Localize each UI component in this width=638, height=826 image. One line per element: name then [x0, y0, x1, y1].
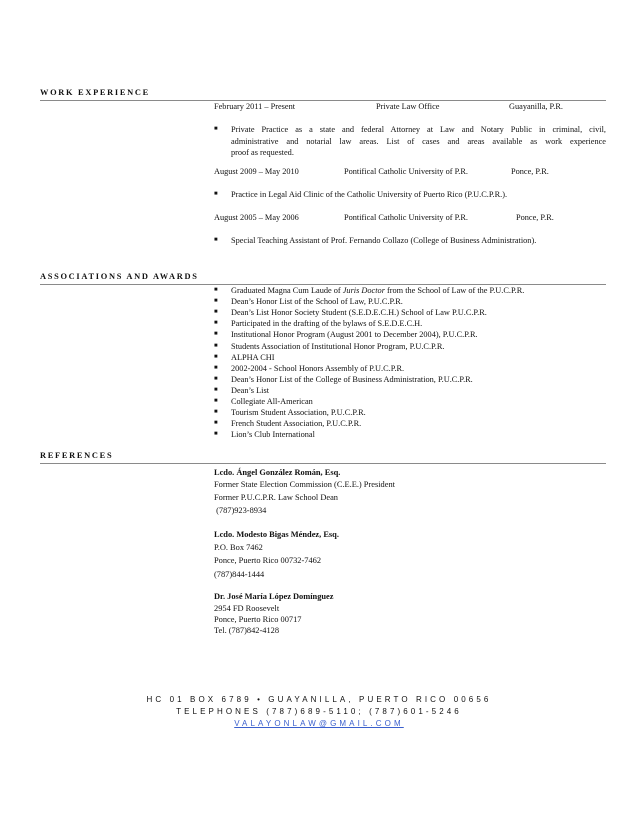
- job-employer: Private Law Office: [376, 102, 440, 111]
- reference-line: P.O. Box 7462: [214, 543, 263, 552]
- reference-name: Dr. José María López Domínguez: [214, 592, 334, 601]
- reference-phone: (787)844-1444: [214, 570, 265, 579]
- award-item: Tourism Student Association, P.U.C.P.R.: [231, 408, 366, 418]
- reference-line: Former P.U.C.P.R. Law School Dean: [214, 493, 338, 502]
- reference-line: Former State Election Commission (C.E.E.) President: [214, 480, 395, 489]
- job-description-line: administrative and notarial law areas. List of cases and areas available as work experience: [231, 137, 606, 146]
- job-employer: Pontifical Catholic University of P.R.: [344, 213, 468, 222]
- job-location: Ponce, P.R.: [511, 167, 549, 176]
- footer-address: HC 01 BOX 6789 • GUAYANILLA, PUERTO RICO 00656: [146, 695, 492, 704]
- award-item: Students Association of Institutional Honor Program, P.U.C.P.R.: [231, 341, 445, 351]
- job-employer: Pontifical Catholic University of P.R.: [344, 167, 468, 176]
- award-item: 2002-2004 - School Honors Assembly of P.U.C.P.R.: [231, 363, 405, 373]
- award-item: ALPHA CHI: [231, 352, 275, 362]
- job-location: Guayanilla, P.R.: [509, 102, 563, 111]
- bullet-icon: ■: [214, 126, 218, 132]
- bullet-icon: ■: [214, 409, 218, 416]
- bullet-icon: ■: [214, 331, 218, 338]
- section-rule: [40, 463, 606, 464]
- job-description-line: proof as requested.: [231, 148, 294, 157]
- award-item: Participated in the drafting of the bylaws of S.E.D.E.C.H.: [231, 319, 423, 329]
- job-description-line: Private Practice as a state and federal Attorney at Law and Notary Public in criminal, civil,: [231, 125, 606, 134]
- award-item: Dean’s Honor List of the College of Business Administration, P.U.C.P.R.: [231, 374, 473, 384]
- reference-line: 2954 FD Roosevelt: [214, 604, 280, 613]
- bullet-icon: ■: [214, 237, 218, 243]
- job-location: Ponce, P.R.: [516, 213, 554, 222]
- award-item: Collegiate All-American: [231, 397, 313, 406]
- reference-line: Ponce, Puerto Rico 00717: [214, 615, 302, 624]
- job-dates: August 2005 – May 2006: [214, 213, 299, 222]
- job-dates: August 2009 – May 2010: [214, 167, 299, 176]
- reference-name: Lcdo. Ángel González Román, Esq.: [214, 468, 341, 477]
- bullet-icon: ■: [214, 386, 218, 393]
- bullet-icon: ■: [214, 398, 218, 404]
- job-description-line: Practice in Legal Aid Clinic of the Catholic University of Puerto Rico (P.U.C.P.R.).: [231, 190, 508, 199]
- job-description-line: Special Teaching Assistant of Prof. Fernando Collazo (College of Business Administration).: [231, 236, 537, 245]
- bullet-icon: ■: [214, 431, 218, 438]
- bullet-icon: ■: [214, 420, 218, 427]
- reference-phone: Tel. (787)842-4128: [214, 626, 280, 635]
- section-title-associations: ASSOCIATIONS AND AWARDS: [40, 272, 199, 281]
- reference-phone: (787)923-8934: [214, 506, 267, 515]
- reference-name: Lcdo. Modesto Bigas Méndez, Esq.: [214, 530, 339, 539]
- award-item: Dean’s List Honor Society Student (S.E.D.E.C.H.) School of Law P.U.C.P.R.: [231, 308, 487, 318]
- job-dates: February 2011 – Present: [214, 102, 296, 111]
- bullet-icon: ■: [214, 320, 218, 327]
- award-item: Dean’s Honor List of the School of Law, P.U.C.P.R.: [231, 297, 403, 307]
- award-item: Dean’s List: [231, 385, 270, 395]
- bullet-icon: ■: [214, 364, 218, 371]
- bullet-icon: ■: [214, 353, 218, 360]
- footer-phones: TELEPHONES (787)689-5110; (787)601-5246: [176, 707, 462, 716]
- award-item: Lion’s Club International: [231, 430, 315, 440]
- award-item: Graduated Magna Cum Laude of Juris Doctor from the School of Law of the P.U.C.P.R.: [231, 286, 525, 295]
- bullet-icon: ■: [214, 191, 218, 197]
- award-item: Institutional Honor Program (August 2001 to December 2004), P.U.C.P.R.: [231, 330, 478, 340]
- bullet-icon: ■: [214, 309, 218, 316]
- section-rule: [40, 284, 606, 285]
- bullet-icon: ■: [214, 342, 218, 349]
- award-item: French Student Association, P.U.C.P.R.: [231, 419, 362, 429]
- footer-email-row: [0, 719, 638, 728]
- section-rule: [40, 100, 606, 101]
- section-title-work-experience: WORK EXPERIENCE: [40, 88, 150, 97]
- bullet-icon: ■: [214, 287, 218, 293]
- bullet-icon: ■: [214, 375, 218, 382]
- bullet-icon: ■: [214, 298, 218, 305]
- email-link[interactable]: VALAYONLAW@GMAIL.COM: [234, 719, 404, 728]
- reference-line: Ponce, Puerto Rico 00732-7462: [214, 556, 322, 565]
- section-title-references: REFERENCES: [40, 451, 114, 460]
